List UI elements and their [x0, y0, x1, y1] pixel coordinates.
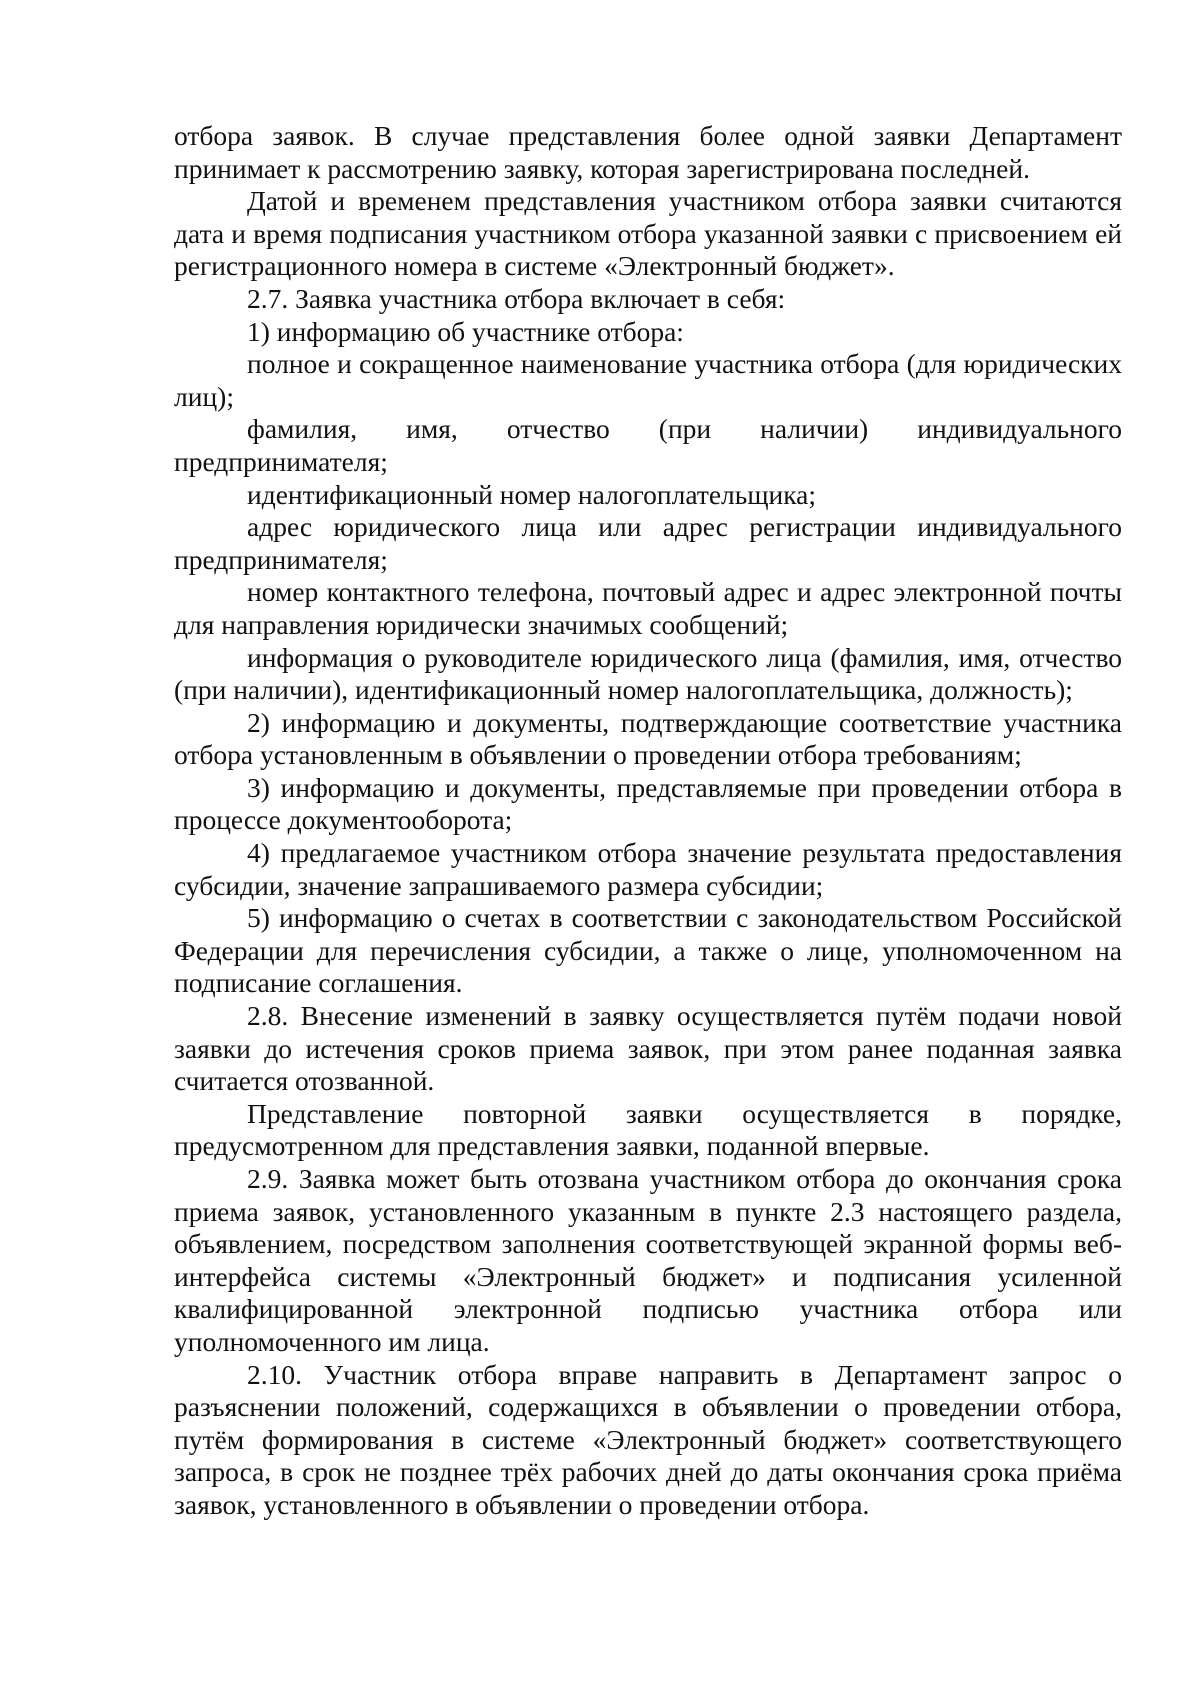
paragraph-2-9: 2.9. Заявка может быть отозвана участником отбора до окончания срока приема заявок, установленного указанным в пункте 2.3 настоящего раздела, объявлением, посредством заполнения соответствующей экранной формы веб-интерфейса системы «Электронный бюджет» и подписания усиленной квалифицированной электронной подписью участника отбора или уполномоченного им лица. [174, 1163, 1122, 1357]
paragraph-continuation: отбора заявок. В случае представления более одной заявки Департамент принимает к рассмотрению заявку, которая зарегистрирована последней. [174, 120, 1122, 184]
document-page [174, 120, 1122, 1522]
paragraph-contacts: номер контактного телефона, почтовый адрес и адрес электронной почты для направления юридически значимых сообщений; [174, 576, 1122, 640]
paragraph-2-7-item-5: 5) информацию о счетах в соответствии с законодательством Российской Федерации для перечисления субсидии, а также о лице, уполномоченном на подписание соглашения. [174, 902, 1122, 999]
paragraph-submission-datetime: Датой и временем представления участником отбора заявки считаются дата и время подписания участником отбора указанной заявки с присвоением ей регистрационного номера в системе «Электронный бюджет». [174, 185, 1122, 282]
paragraph-2-7-item-1: 1) информацию об участнике отбора: [247, 315, 684, 347]
paragraph-full-name: полное и сокращенное наименование участника отбора (для юридических лиц); [174, 348, 1122, 412]
paragraph-entrepreneur-name: фамилия, имя, отчество (при наличии) индивидуального предпринимателя; [174, 413, 1122, 477]
paragraph-2-7-item-4: 4) предлагаемое участником отбора значение результата предоставления субсидии, значение запрашиваемого размера субсидии; [174, 837, 1122, 901]
paragraph-2-7-item-2: 2) информацию и документы, подтверждающие соответствие участника отбора установленным в объявлении о проведении отбора требованиям; [174, 706, 1122, 771]
paragraph-2-7-item-3: 3) информацию и документы, представляемые при проведении отбора в процессе документооборота; [174, 771, 1122, 836]
paragraph-2-10: 2.10. Участник отбора вправе направить в Департамент запрос о разъяснении положений, содержащихся в объявлении о проведении отбора, путём формирования в системе «Электронный бюджет» соответствующего запроса, в срок не позднее трёх рабочих дней до даты окончания срока приёма заявок, установленного в объявлении о проведении отбора. [174, 1358, 1122, 1520]
paragraph-2-8: 2.8. Внесение изменений в заявку осуществляется путём подачи новой заявки до истечения сроков приема заявок, при этом ранее поданная заявка считается отозванной. [174, 1000, 1122, 1097]
paragraph-2-7: 2.7. Заявка участника отбора включает в себя: [247, 282, 786, 314]
paragraph-head-info: информация о руководителе юридического лица (фамилия, имя, отчество (при наличии), идентификационный номер налогоплательщика, должность); [174, 641, 1122, 706]
paragraph-inn: идентификационный номер налогоплательщика; [247, 478, 817, 510]
paragraph-resubmission: Представление повторной заявки осуществляется в порядке, предусмотренном для представления заявки, поданной впервые. [174, 1097, 1122, 1162]
paragraph-address: адрес юридического лица или адрес регистрации индивидуального предпринимателя; [174, 511, 1122, 575]
